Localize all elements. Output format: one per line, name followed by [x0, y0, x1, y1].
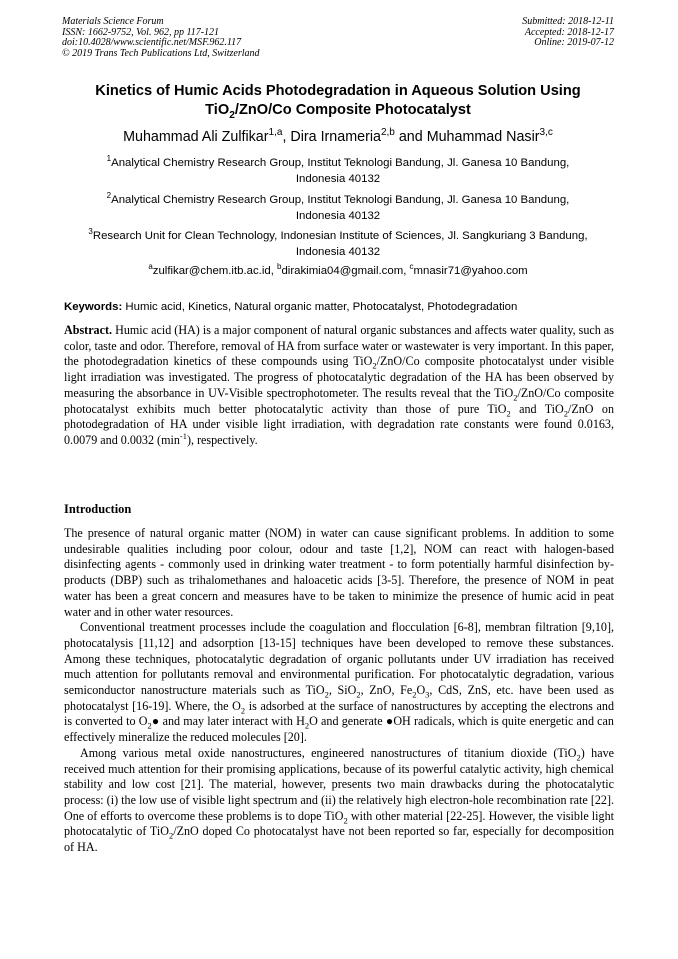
intro-paragraph: Conventional treatment processes include the coagulation and flocculation [6-8], membran filtration [9,10], photocatalysis [11,12] and adsorption [13-15] techniques have been developed to remove these substances. Among these techniques, photocatalytic degradation of organic pollutants under UV irradiation has received much attention for pollutants removal and environmental purification. For photocatalytic degradation, various semiconductor nanostructure materials such as TiO$_2$, SiO$_2$, ZnO, $Fe_2O_3$, CdS, ZnS, etc. have been used as photocatalyst [16-19]. Where, the $O_2$ is adsorbed at the surface of nanostructures by accepting the electrons and is converted to $O_2●$ and may later interact with $H_2O$ and generate ●OH radicals, which is quite energetic and can effectively mineralize the reduced molecules [20].: [64, 620, 614, 745]
keywords-label: Keywords:: [64, 301, 123, 313]
online-date: Online: 2019-07-12: [534, 37, 614, 49]
affiliation-3: [60, 228, 616, 260]
affiliation-line2: Indonesia 40132: [295, 210, 381, 222]
journal-header: [62, 17, 260, 59]
abstract-label: Abstract.: [64, 323, 113, 337]
email-list: [60, 263, 616, 279]
author-name: Muhammad Ali Zulfikar: [123, 129, 269, 145]
author-list: [60, 128, 616, 146]
affiliation-1: [60, 155, 616, 187]
email-sup: b: [277, 262, 282, 272]
author-sup: 3,c: [539, 127, 553, 139]
email-link[interactable]: mnasir71@yahoo.com: [413, 265, 528, 277]
introduction-body: [64, 526, 614, 856]
email-link[interactable]: dirakimia04@gmail.com: [281, 265, 404, 277]
email-link[interactable]: zulfikar@chem.itb.ac.id: [152, 265, 271, 277]
title-line-2: [60, 101, 616, 120]
author-name: Muhammad Nasir: [426, 129, 540, 145]
intro-paragraph: Among various metal oxide nanostructures, engineered nanostructures of titanium dioxide (TiO$_2$) have received much attention for their promising applications, because of its powerful catalytic activity, high chemical stability and low cost [21]. The material, however, presents two main drawbacks during the photocatalytic process: (i) the low use of visible light spectrum and (ii) the relatively high electron-hole recombination rate [22]. One of efforts to overcome these problems is to dope TiO$_2$ with other material [22-25]. However, the visible light photocatalytic of TiO$_2$/ZnO doped Co photocatalyst have not been reported so far, especially for decomposition of HA.: [64, 745, 615, 855]
keywords-text: Humic acid, Kinetics, Natural organic matter, Photocatalyst, Photodegradation: [125, 301, 518, 313]
title-line-1: Kinetics of Humic Acids Photodegradation in Aqueous Solution Using: [95, 83, 581, 99]
affiliation-text: Research Unit for Clean Technology, Indonesian Institute of Sciences, Jl. Sangkuriang 3 Bandung,: [92, 230, 588, 242]
journal-name: Materials Science Forum: [62, 16, 164, 27]
affiliation-text: Analytical Chemistry Research Group, Institut Teknologi Bandung, Jl. Ganesa 10 Bandung,: [111, 194, 570, 206]
email-sup: c: [409, 262, 414, 272]
email-sep: ,: [270, 265, 278, 277]
section-heading-introduction: Introduction: [64, 502, 132, 516]
affiliation-line2: Indonesia 40132: [295, 246, 381, 258]
doi-line: doi:10.4028/www.scientific.net/MSF.962.117: [62, 37, 242, 49]
issn-line: ISSN: 1662-9752, Vol. 962, pp 117-121: [62, 26, 220, 38]
affiliation-num: 1: [106, 154, 112, 164]
author-sup: 2,b: [380, 127, 395, 139]
author-sep: ,: [282, 129, 291, 145]
copyright-line: © 2019 Trans Tech Publications Ltd, Switzerland: [62, 47, 260, 59]
email-sep: ,: [403, 265, 410, 277]
affiliation-text: Analytical Chemistry Research Group, Institut Teknologi Bandung, Jl. Ganesa 10 Bandung,: [111, 157, 570, 169]
author-name: Dira Irnameria: [290, 129, 381, 145]
affiliation-num: 2: [106, 191, 112, 201]
dates-header: [522, 17, 614, 49]
accepted-date: Accepted: 2018-12-17: [524, 26, 614, 38]
submitted-date: Submitted: 2018-12-11: [522, 16, 614, 27]
abstract-text: Humic acid (HA) is a major component of natural organic substances and affects water quality, such as color, taste and odor. Therefore, removal of HA from surface water or wastewater is very important. In this paper, the photodegradation kinetics of these compounds using TiO$_2$/ZnO/Co composite photocatalyst under visible light irradiation was investigated. The progress of photocatalytic degradation of the HA has been observed by measuring the absorbance in UV-Visible spectrophotometer. The results reveal that the TiO$_2$/ZnO/Co composite photocatalyst exhibits much better photocatalytic activity than those of pure TiO$_2$ and TiO$_2$/ZnO on photodegradation of HA under visible light irradiation, with degradation rate constants were found 0.0163, 0.0079 and 0.0032 $(\min^{-1})$, respectively.: [64, 323, 615, 447]
affiliation-line2: Indonesia 40132: [295, 173, 381, 185]
affiliation-num: 3: [88, 227, 93, 237]
abstract: [64, 323, 614, 449]
intro-paragraph: The presence of natural organic matter (NOM) in water can cause significant problems. In addition to some undesirable qualities including poor colour, odour and taste [1,2], NOM can react with halogen-based disinfecting agents - commonly used in drinking water treatment - to form potentially harmful disinfection by-products (DBP) such as trihalomethanes and haloacetic acids [3-5]. Therefore, the presence of NOM in peat water has been a great concern and measures have to be taken to minimize the presence of humic acid in peat water and in other water resources.: [64, 526, 614, 619]
title-line-2-pre: TiO: [205, 102, 230, 118]
email-sup: a: [148, 262, 153, 272]
title-line-2-post: /ZnO/Co Composite Photocatalyst: [234, 102, 471, 118]
paper-title: [60, 82, 616, 120]
author-sep: and: [394, 129, 427, 145]
keywords-line: [64, 299, 614, 315]
author-sup: 1,a: [268, 127, 283, 139]
title-line-2-sub: 2: [229, 109, 235, 121]
affiliation-2: [60, 192, 616, 224]
